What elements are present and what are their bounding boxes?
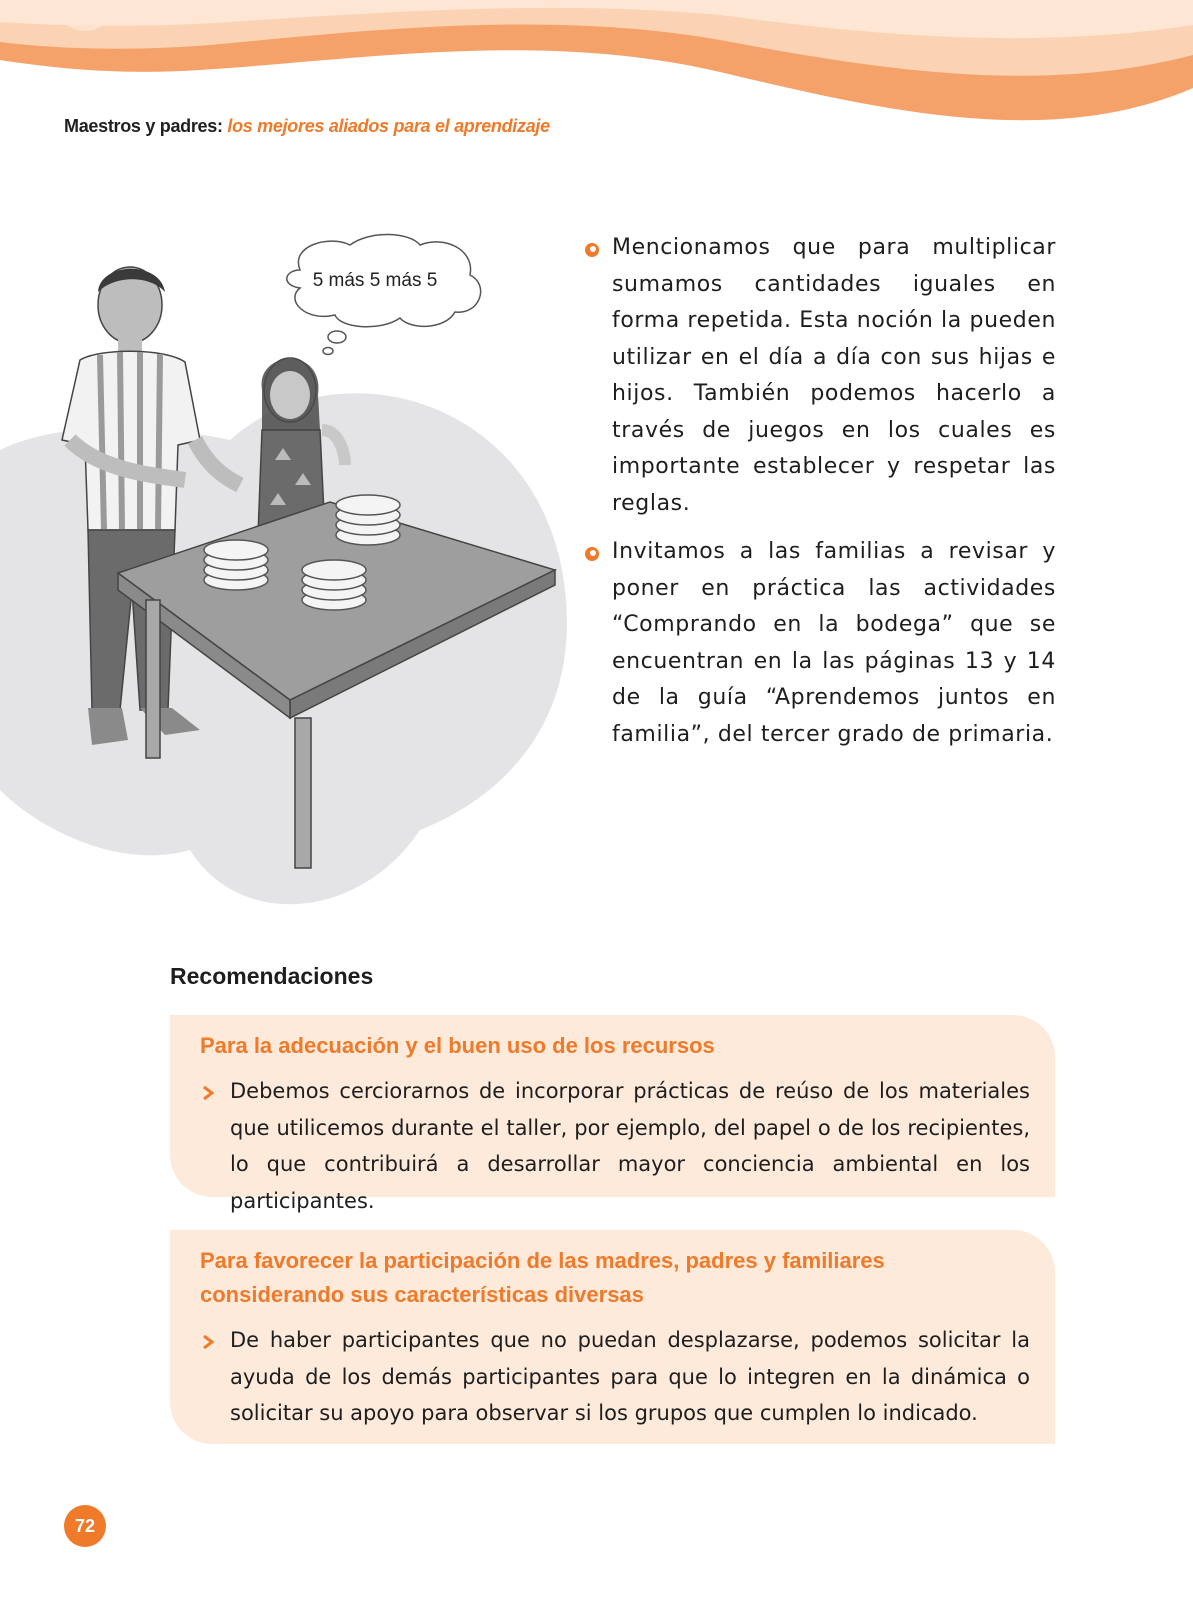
chevron-right-icon	[202, 1086, 214, 1100]
recommendation-item	[200, 1322, 1030, 1432]
recommendation-box	[170, 1230, 1055, 1444]
info-bullets	[582, 230, 1056, 765]
bullet-text: Mencionamos que para multiplicar sumamos cantidades iguales en forma repetida. Esta noción la pueden utilizar en el día a día con sus hijas e hijos. También podemos hacerlo a través de juegos en los cuales es importante establecer y respetar las reglas.	[612, 235, 1056, 516]
page-number: 72	[64, 1505, 106, 1547]
thought-bubble-text: 5 más 5 más 5	[312, 270, 438, 291]
chevron-right-icon	[202, 1335, 214, 1349]
recommendation-heading: Para favorecer la participación de las madres, padres y familiares considerando sus características diversas	[200, 1248, 885, 1307]
bullet-item	[582, 230, 1056, 522]
swirl-bullet-icon	[584, 546, 600, 562]
bullet-item	[582, 534, 1056, 753]
recommendation-heading: Para la adecuación y el buen uso de los recursos	[200, 1033, 715, 1058]
swirl-bullet-icon	[584, 242, 600, 258]
recommendations-title: Recomendaciones	[170, 963, 374, 989]
recommendation-box	[170, 1015, 1055, 1213]
bullet-text: Invitamos a las familias a revisar y poner en práctica las actividades “Comprando en la bodega” que se encuentran en la las páginas 13 y 14 de la guía “Aprendemos juntos en familia”, del tercer grado de primaria.	[612, 539, 1056, 747]
running-head-subtitle: los mejores aliados para el aprendizaje	[227, 116, 550, 136]
recommendation-text: Debemos cerciorarnos de incorporar prácticas de reúso de los materiales que utilicemos durante el taller, por ejemplo, del papel o de los recipientes, lo que contribuirá a desarrollar mayor conciencia ambiental en los participantes.	[230, 1079, 1030, 1213]
recommendation-item	[200, 1073, 1030, 1219]
illustration-parent-child-table	[0, 230, 580, 920]
recommendation-text: De haber participantes que no puedan desplazarse, podemos solicitar la ayuda de los demás participantes para que lo integren en la dinámica o solicitar su apoyo para observar si los grupos que cumplen lo indicado.	[230, 1328, 1030, 1425]
running-head	[64, 116, 550, 137]
running-head-title: Maestros y padres:	[64, 116, 223, 136]
